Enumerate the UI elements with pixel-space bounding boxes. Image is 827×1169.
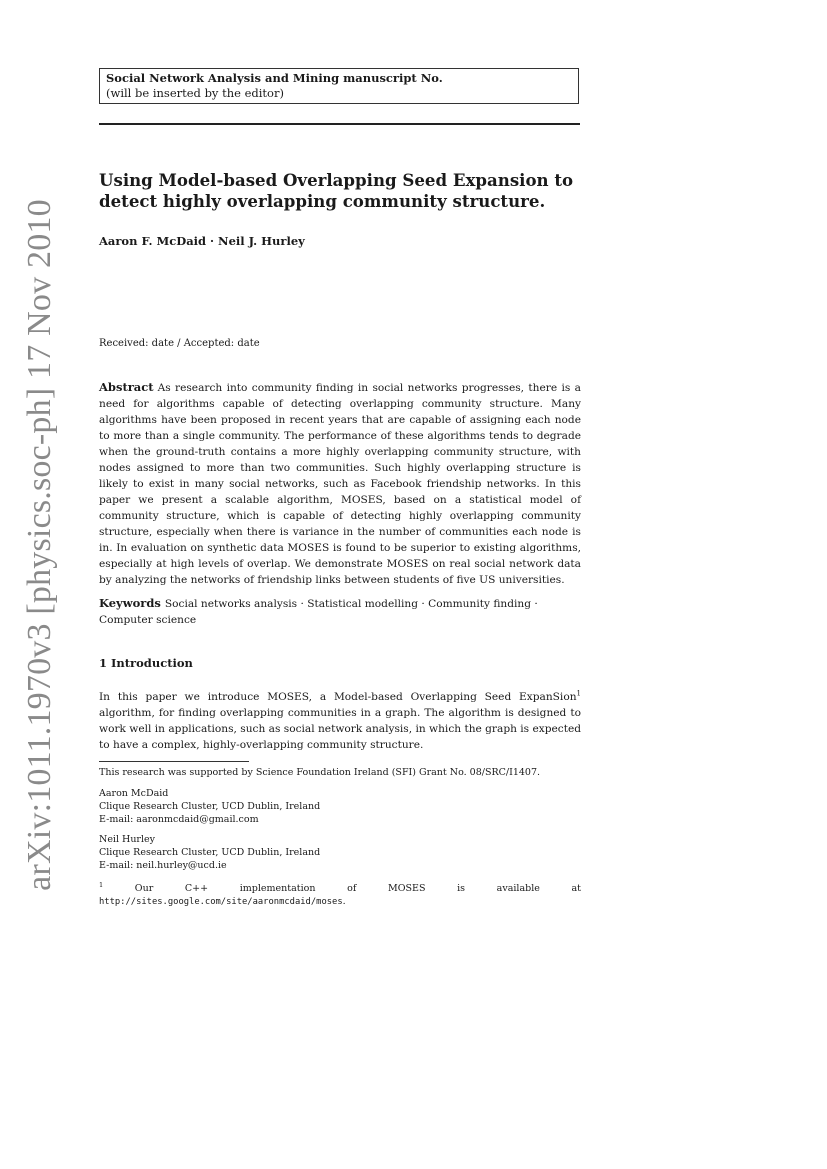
- introduction-paragraph: [99, 689, 581, 753]
- footnote-1-mark: 1: [99, 881, 104, 889]
- affiliation-org: Clique Research Cluster, UCD Dublin, Ireland: [99, 801, 321, 812]
- title-line1: Using Model-based Overlapping Seed Expansion to: [99, 170, 574, 190]
- keywords: [99, 595, 581, 628]
- abstract: [99, 379, 581, 588]
- journal-header-line2: (will be inserted by the editor): [106, 86, 284, 100]
- affiliation-name: Neil Hurley: [99, 834, 156, 845]
- footnote-rule: [99, 761, 249, 762]
- affiliation-name: Aaron McDaid: [99, 788, 169, 799]
- received-date: Received: date / Accepted: date: [99, 338, 260, 349]
- journal-header-box: [99, 68, 579, 104]
- affiliation-2: [99, 833, 320, 872]
- abstract-text: As research into community finding in social networks progresses, there is a need for algorithms capable of detecting overlapping community structure. Many algorithms have been proposed in recent years that are capable of assigning each node to more than a single community. The performance of these algorithms tends to degrade when the ground-truth contains a more highly overlapping community structure, with nodes assigned to more than two communities. Such highly overlapping structure is likely to exist in many social networks, such as Facebook friendship networks. In this paper we present a scalable algorithm, MOSES, based on a statistical model of community structure, which is capable of detecting highly overlapping community structure, especially when there is variance in the number of communities each node is in. In evaluation on synthetic data MOSES is found to be superior to existing algorithms, especially at high levels of overlap. We demonstrate MOSES on real social network data by analyzing the networks of friendship links between students of five US universities.: [99, 382, 581, 586]
- arxiv-side-stamp: arXiv:1011.1970v3 [physics.soc-ph] 17 Nov 2010: [21, 199, 58, 891]
- section-heading-introduction: 1 Introduction: [99, 656, 193, 670]
- header-rule: [99, 123, 580, 125]
- funding-note: This research was supported by Science Foundation Ireland (SFI) Grant No. 08/SRC/I1407.: [99, 767, 541, 778]
- moses-url-link[interactable]: http://sites.google.com/site/aaronmcdaid/moses: [99, 897, 343, 908]
- keywords-text: Social networks analysis · Statistical modelling · Community finding · Computer science: [99, 598, 538, 626]
- abstract-label: Abstract: [99, 380, 154, 394]
- footnote-mark-1[interactable]: 1: [576, 689, 581, 698]
- journal-header-line1: Social Network Analysis and Mining manuscript No.: [106, 71, 443, 85]
- footnote-1-text: Our C++ implementation of MOSES is available at: [103, 883, 581, 895]
- paper-title: [99, 170, 599, 212]
- author-list: Aaron F. McDaid · Neil J. Hurley: [99, 234, 305, 248]
- keywords-label: Keywords: [99, 596, 161, 610]
- intro-text-before: In this paper we introduce MOSES, a Model-based Overlapping Seed ExpanSion: [99, 691, 577, 703]
- affiliation-1: [99, 787, 320, 826]
- footnote-1: [99, 879, 581, 909]
- intro-text-after: algorithm, for finding overlapping communities in a graph. The algorithm is designed to work well in applications, such as social network analysis, in which the graph is expected to have a complex, highly-overlapping community structure.: [99, 707, 582, 751]
- affiliation-org: Clique Research Cluster, UCD Dublin, Ireland: [99, 847, 321, 858]
- footnote-1-end: .: [342, 896, 346, 908]
- affiliation-email: E-mail: aaronmcdaid@gmail.com: [99, 814, 259, 825]
- title-line2: detect highly overlapping community structure.: [99, 191, 546, 211]
- affiliation-email: E-mail: neil.hurley@ucd.ie: [99, 860, 227, 871]
